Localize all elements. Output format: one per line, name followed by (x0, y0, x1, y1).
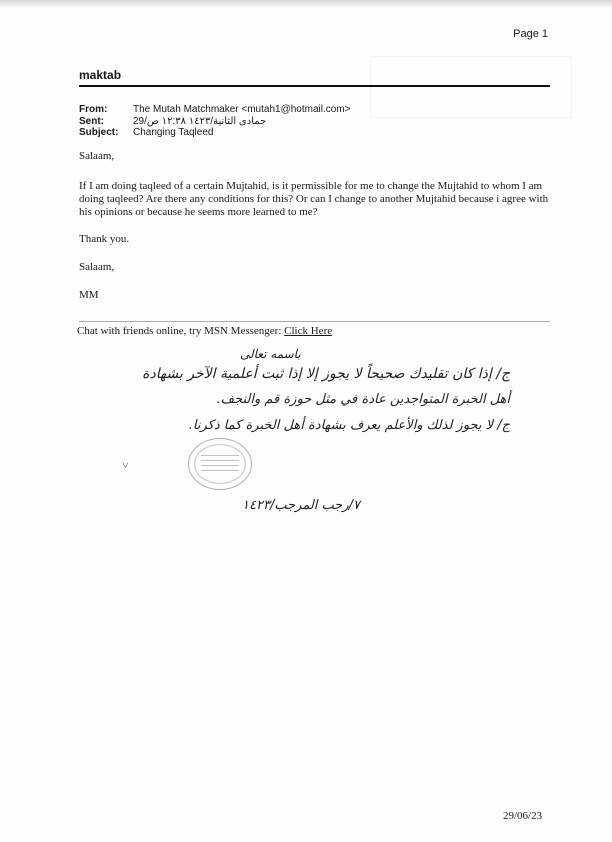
from-label: From: (79, 104, 108, 115)
email-headers (79, 104, 350, 139)
seal-text-lines (201, 451, 239, 475)
footer-ad (77, 325, 332, 337)
from-row (79, 104, 350, 116)
greeting: Salaam, (79, 150, 115, 162)
thanks-line: Thank you. (79, 233, 130, 245)
subject-row (79, 127, 350, 139)
handwritten-line-3: ج/ لا يجوز لذلك والأعلم يعرف بشهادة أهل الخبرة كما ذكرنا. (188, 418, 510, 433)
subject-value: Changing Taqleed (133, 127, 214, 138)
footer-ad-text: Chat with friends online, try MSN Messenger: (77, 325, 285, 337)
scan-edge (0, 0, 612, 8)
bleed-through (370, 56, 572, 118)
sent-label: Sent: (79, 115, 104, 127)
signature: MM (79, 289, 99, 301)
from-value: The Mutah Matchmaker <mutah1@hotmail.com> (133, 104, 351, 115)
seal-stamp-icon (188, 438, 252, 490)
sent-row (79, 116, 350, 128)
handwritten-line-2: أهل الخبرة المتواجدين عادة في مثل حوزة قم والنجف. (216, 392, 510, 407)
print-date: 29/06/23 (503, 810, 543, 822)
subject-label: Subject: (79, 127, 119, 138)
click-here-link[interactable]: Click Here (284, 325, 333, 337)
handwritten-line-1: ج/ إذا كان تقليدك صحيحاً لا يجوز إلا إذا ثبت أعلمية الآخر بشهادة (142, 366, 510, 382)
footer-divider (79, 321, 550, 322)
sent-value: 29/جمادى الثانية/١٤٢٣ ١٢:٣٨ ص (133, 115, 267, 127)
handwritten-heading: باسمه تعالى (240, 347, 301, 361)
handwritten-date: ٧/رجب المرجب/١٤٢٣ (242, 498, 360, 513)
header-divider (79, 85, 550, 87)
tick-mark-icon: ˅ (122, 458, 129, 472)
page-number: Page 1 (513, 28, 548, 40)
folder-name: maktab (79, 68, 122, 82)
question-paragraph: If I am doing taqleed of a certain Mujtahid, is it permissible for me to change the Mujtahid to whom I am doing taqleed? Are there any conditions for this? Or can I change to another Mujtahid because i agree with his opinions or because he seems more learned to me? (79, 180, 549, 218)
closing-line: Salaam, (79, 261, 115, 273)
